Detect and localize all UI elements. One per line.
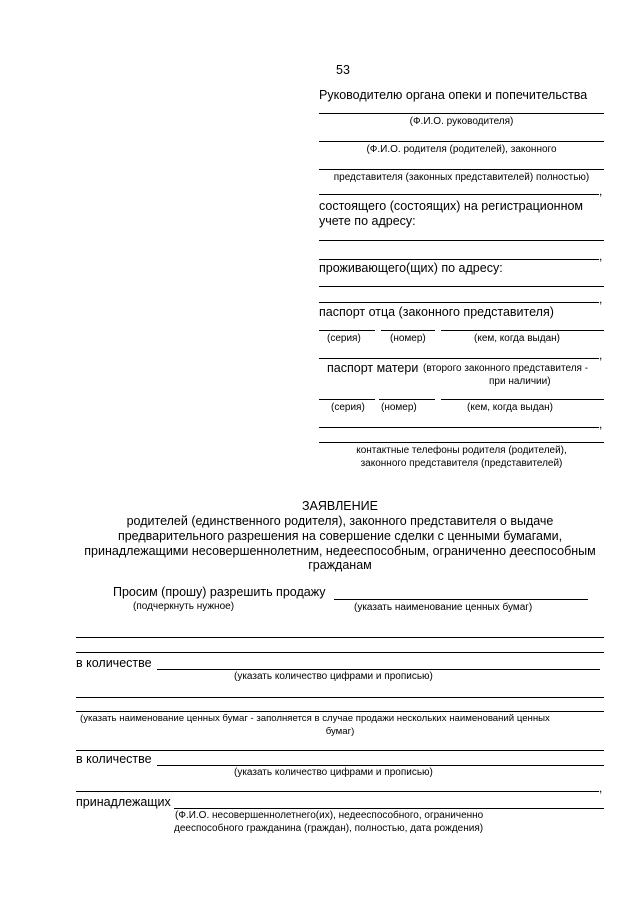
mother-number-line[interactable] — [379, 399, 435, 400]
quantity-line-2a[interactable] — [76, 750, 604, 751]
parent-name-line-1[interactable] — [319, 141, 604, 142]
father-number-caption: (номер) — [390, 333, 426, 344]
head-name-line[interactable] — [319, 113, 604, 114]
quantity-line-2[interactable] — [157, 765, 604, 766]
registered-address-line-1[interactable] — [319, 240, 604, 241]
securities-name-line[interactable] — [334, 599, 588, 600]
belonging-caption-1: (Ф.И.О. несовершеннолетнего(их), недееспособного, ограниченно — [175, 810, 484, 821]
parent-name-line-2[interactable] — [319, 169, 604, 170]
registered-address-line-2[interactable] — [319, 259, 599, 260]
other-securities-line-2[interactable] — [76, 711, 604, 712]
belonging-caption-2: дееспособного гражданина (граждан), полностью, дата рождения) — [174, 823, 484, 834]
mother-issued-line[interactable] — [441, 399, 604, 400]
father-issued-line[interactable] — [441, 330, 604, 331]
father-passport-line-2[interactable] — [319, 358, 599, 359]
mother-series-caption: (серия) — [331, 402, 365, 413]
other-securities-caption-1: (указать наименование ценных бумаг - заполняется в случае продажи нескольких наименований ценных — [80, 713, 550, 724]
mother-number-caption: (номер) — [381, 402, 417, 413]
underline-caption: (подчеркнуть нужное) — [133, 601, 235, 612]
mother-series-line[interactable] — [319, 399, 375, 400]
registered-text-2: учете по адресу: — [319, 214, 416, 228]
father-series-line[interactable] — [319, 330, 375, 331]
belonging-line-2[interactable] — [174, 808, 604, 809]
phones-caption-1: контактные телефоны родителя (родителей), — [356, 445, 567, 456]
registered-text-1: состоящего (состоящих) на регистрационном — [319, 199, 584, 213]
parent-caption-2: представителя (законных представителей) полностью) — [333, 172, 590, 183]
statement-title: ЗАЯВЛЕНИЕ — [301, 499, 378, 513]
document-page: 53 Руководителю органа опеки и попечительства (Ф.И.О. руководителя) (Ф.И.О. родителя (родителей), законного представителя (законных представителей) полностью) , состоящего (состоящих) на регистрационном учете по адресу: , проживающего(щих) по адресу: , паспорт отца (законного представителя) (серия) (номер) (кем, когда выдан) , паспорт матери (второго законного представителя - при наличии) (серия) (номер) (кем, когда выдан) , контактные телефоны родителя (родителей), законного представителя (представителей) ЗАЯВЛЕНИЕ родителей (единственного родителя), законного представителя о выдаче предварительного разрешения на совершение сделки с ценными бумагами, принадлежащими несовершеннолетним, недееспособным, ограниченно дееспособным гражданам Просим (прошу) разрешить продажу (подчеркнуть нужное) (указать наименование ценных бумаг) в количестве (указать количество цифрами и прописью) (указать наименование ценных бумаг - заполняется в случае продажи нескольких наименований ценных бумаг) в количестве (указать количество цифрами и прописью) , принадлежащих (Ф.И.О. несовершеннолетнего(их), недееспособного, ограниченно дееспособного гражданина (граждан), полностью, дата рождения) — [0, 0, 640, 905]
head-title: Руководителю органа опеки и попечительства — [319, 88, 588, 102]
mother-issued-caption: (кем, когда выдан) — [467, 402, 553, 413]
quantity-label-1: в количестве — [76, 656, 152, 670]
residing-address-line-2[interactable] — [319, 302, 599, 303]
father-number-line[interactable] — [381, 330, 435, 331]
securities-name-caption: (указать наименование ценных бумаг) — [354, 602, 533, 613]
other-securities-line-1[interactable] — [76, 697, 604, 698]
belonging-line-1[interactable] — [76, 791, 599, 792]
mother-passport-note-2: при наличии) — [489, 376, 551, 387]
father-passport-text: паспорт отца (законного представителя) — [319, 305, 554, 319]
request-text: Просим (прошу) разрешить продажу — [113, 585, 326, 599]
mother-passport-text: паспорт матери — [327, 361, 419, 375]
securities-name-line-2[interactable] — [76, 637, 604, 638]
other-securities-caption-2: бумаг) — [325, 726, 355, 737]
statement-subtitle-4: гражданам — [308, 558, 372, 572]
phones-caption-2: законного представителя (представителей) — [360, 458, 563, 469]
quantity-caption-2: (указать количество цифрами и прописью) — [234, 767, 433, 778]
statement-subtitle-3: принадлежащими несовершеннолетним, недееспособным, ограниченно дееспособным — [84, 544, 596, 558]
statement-subtitle-2: предварительного разрешения на совершение сделки с ценными бумагами, — [117, 529, 563, 543]
parent-caption-1: (Ф.И.О. родителя (родителей), законного — [366, 144, 557, 155]
securities-name-line-3[interactable] — [76, 652, 604, 653]
parent-name-line-3[interactable] — [319, 194, 599, 195]
page-number: 53 — [336, 63, 350, 77]
belonging-label: принадлежащих — [76, 795, 171, 809]
phones-line[interactable] — [319, 442, 604, 443]
head-name-caption: (Ф.И.О. руководителя) — [409, 116, 514, 127]
residing-text: проживающего(щих) по адресу: — [319, 261, 503, 275]
quantity-caption-1: (указать количество цифрами и прописью) — [234, 671, 433, 682]
mother-passport-line-2[interactable] — [319, 427, 599, 428]
father-issued-caption: (кем, когда выдан) — [474, 333, 560, 344]
quantity-line-1[interactable] — [157, 669, 600, 670]
residing-address-line-1[interactable] — [319, 286, 604, 287]
quantity-label-2: в количестве — [76, 752, 152, 766]
mother-passport-note-1: (второго законного представителя - — [423, 363, 589, 374]
statement-subtitle-1: родителей (единственного родителя), законного представителя о выдаче — [126, 514, 554, 528]
father-series-caption: (серия) — [327, 333, 361, 344]
